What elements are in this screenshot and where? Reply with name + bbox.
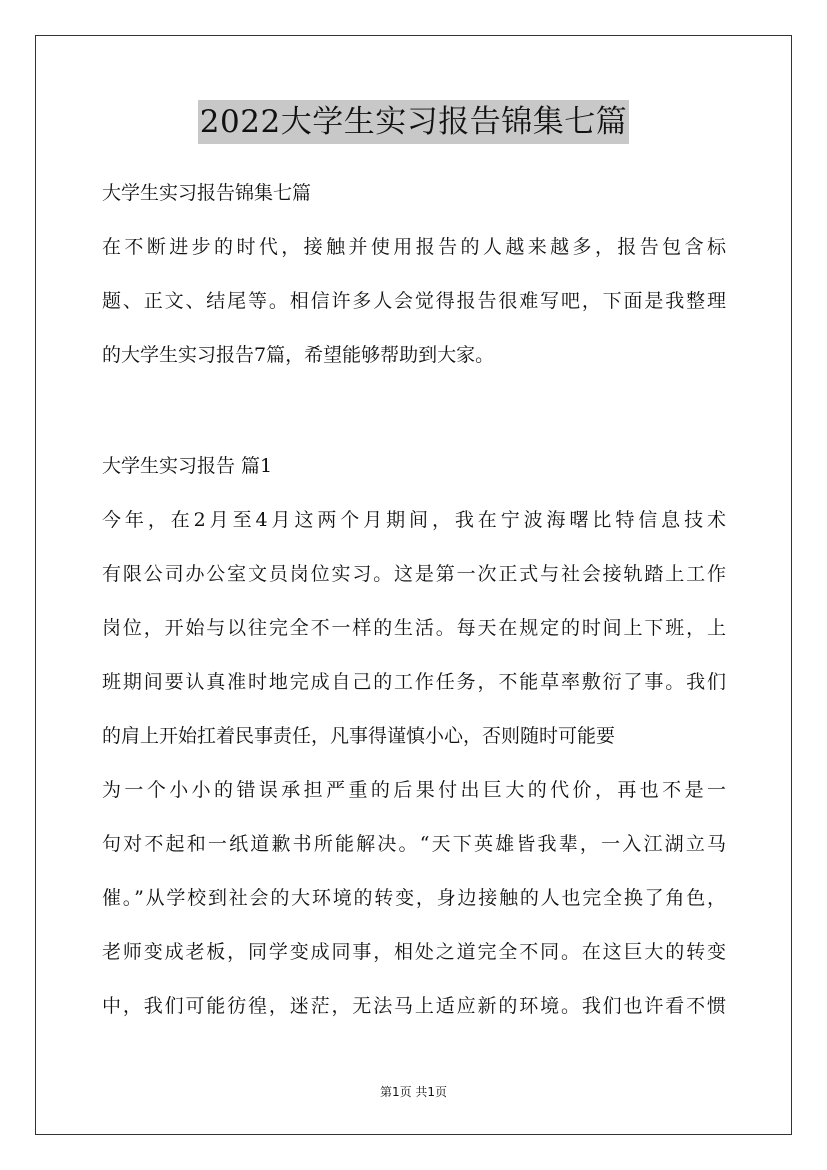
intro-line: 题、正文、结尾等。相信许多人会觉得报告很难写吧，下面是我整理 (102, 290, 726, 312)
paragraph-line: 今年，在2月至4月这两个月期间，我在宁波海曙比特信息技术 (102, 509, 726, 531)
paragraph-line: 岗位，开始与以往完全不一样的生活。每天在规定的时间上下班，上 (102, 617, 726, 639)
document-subtitle: 大学生实习报告锦集七篇 (102, 182, 312, 204)
document-title: 2022大学生实习报告锦集七篇 (198, 100, 629, 144)
paragraph-line: 中，我们可能彷徨，迷茫，无法马上适应新的环境。我们也许看不惯 (102, 995, 726, 1017)
paragraph-line: 句对不起和一纸道歉书所能解决。“天下英雄皆我辈，一入江湖立马 (102, 833, 726, 855)
paragraph-line: 催。”从学校到社会的大环境的转变，身边接触的人也完全换了角色， (102, 887, 726, 909)
title-container (0, 100, 827, 144)
intro-line: 在不断进步的时代，接触并使用报告的人越来越多，报告包含标 (102, 236, 726, 258)
paragraph-line: 为一个小小的错误承担严重的后果付出巨大的代价，再也不是一 (102, 779, 726, 801)
paragraph-line: 老师变成老板，同学变成同事，相处之道完全不同。在这巨大的转变 (102, 941, 726, 963)
page-number-footer: 第1页 共1页 (379, 1085, 448, 1099)
section-heading: 大学生实习报告 篇1 (102, 455, 273, 477)
paragraph-line: 的肩上开始扛着民事责任，凡事得谨慎小心，否则随时可能要 (102, 725, 616, 747)
intro-line: 的大学生实习报告7篇，希望能够帮助到大家。 (102, 344, 495, 366)
paragraph-line: 有限公司办公室文员岗位实习。这是第一次正式与社会接轨踏上工作 (102, 563, 726, 585)
paragraph-line: 班期间要认真准时地完成自己的工作任务，不能草率敷衍了事。我们 (102, 671, 726, 693)
